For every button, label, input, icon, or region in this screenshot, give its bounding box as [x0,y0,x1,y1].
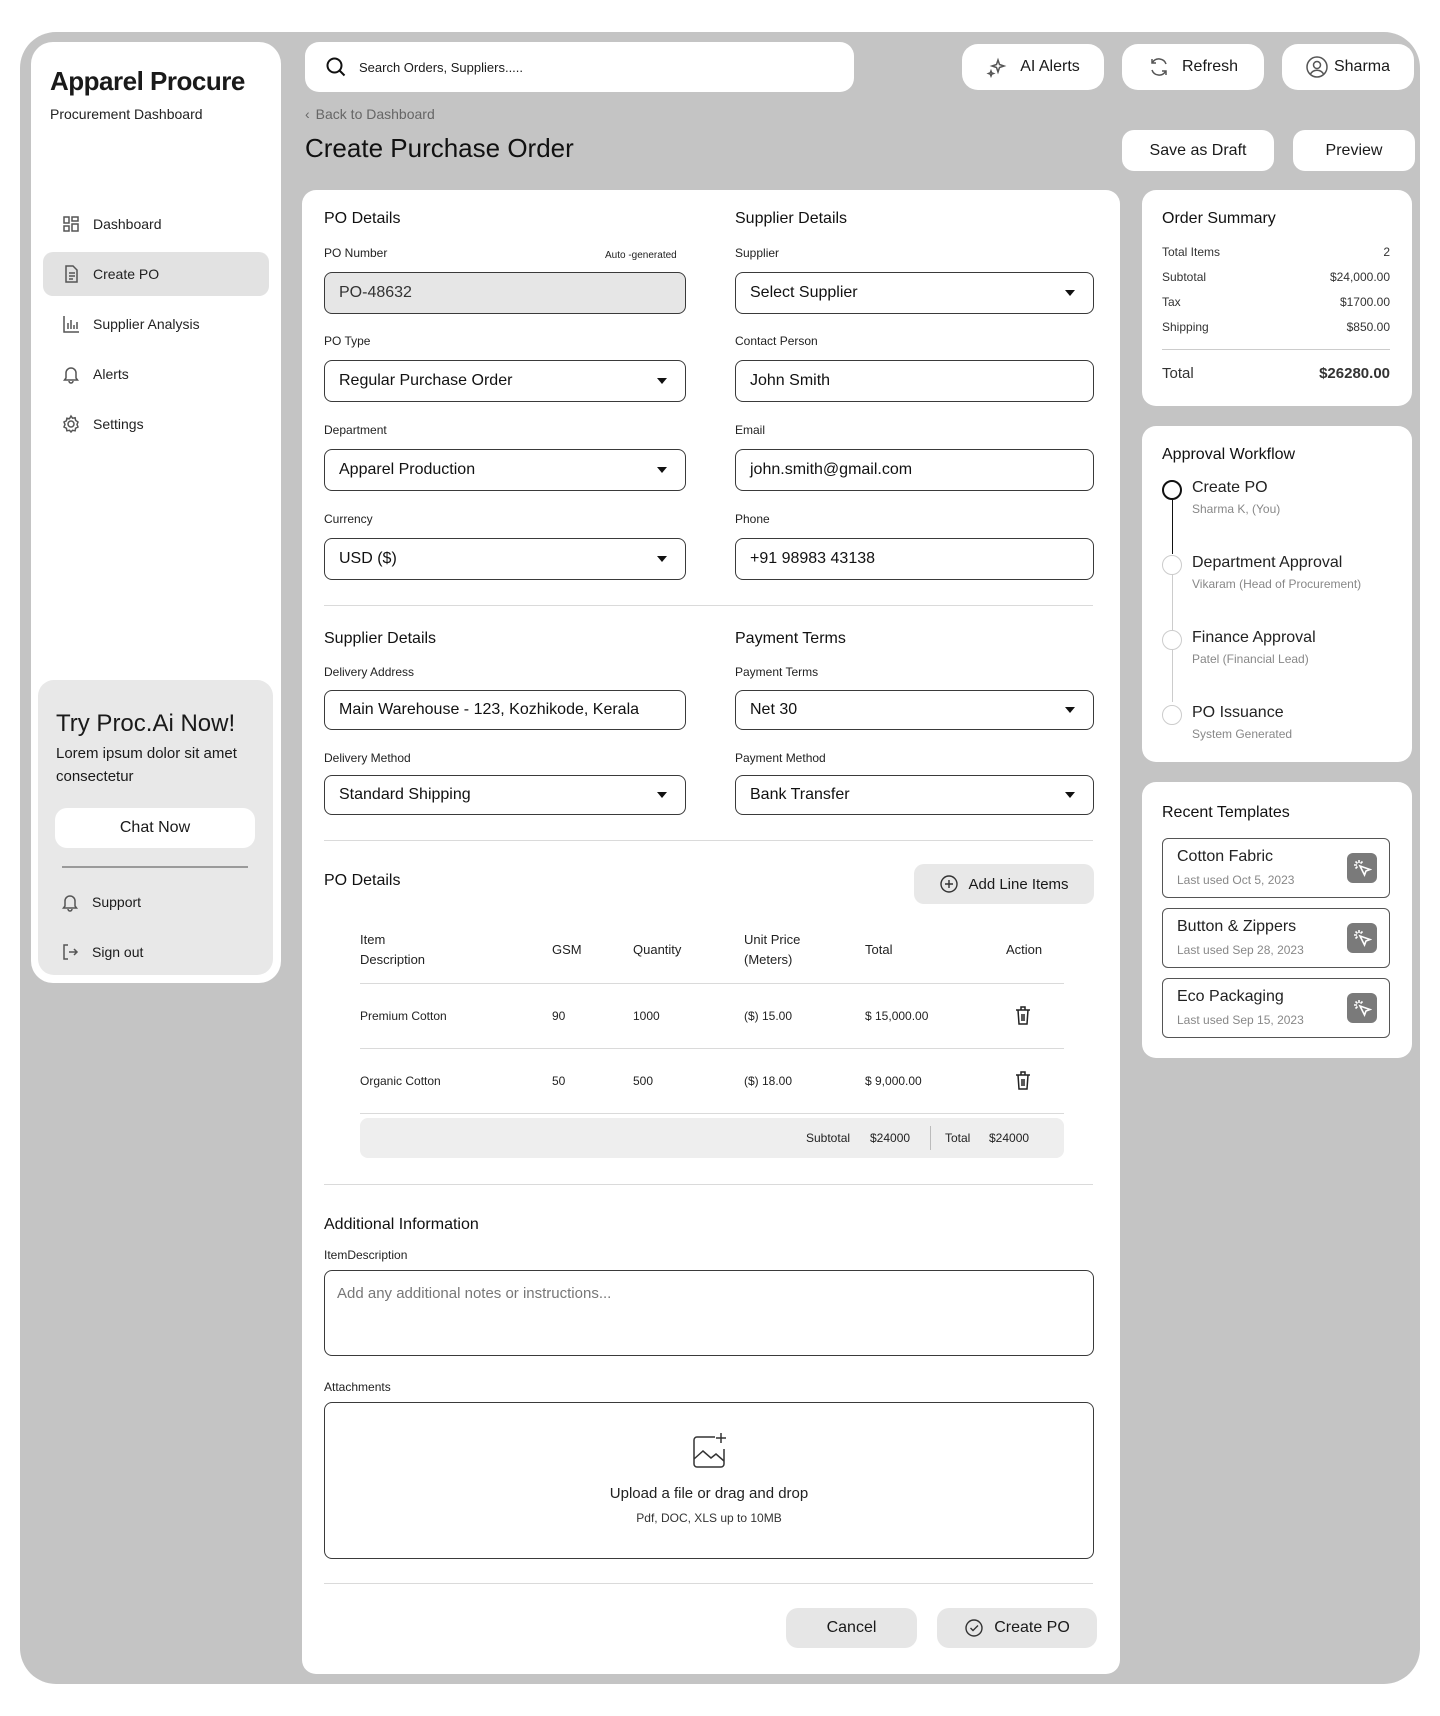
upload-text: Upload a file or drag and drop [609,1485,809,1502]
cancel-button[interactable]: Cancel [786,1608,917,1648]
sign-out-icon [60,942,80,962]
sidebar-item-settings[interactable] [43,402,269,446]
workflow-title: Approval Workflow [1162,446,1296,463]
chat-now-button[interactable]: Chat Now [55,808,255,848]
workflow-step-title: Finance Approval [1192,629,1316,646]
divider [324,1583,1093,1584]
workflow-step-marker [1162,480,1182,500]
sidebar-item-label: Alerts [93,366,129,382]
summary-label: Tax [1162,295,1181,309]
order-summary-title: Order Summary [1162,210,1276,227]
template-name: Cotton Fabric [1177,848,1274,865]
col-header-gsm: GSM [552,942,582,957]
col-header-item-line2: Description [360,952,426,967]
upload-hint: Pdf, DOC, XLS up to 10MB [636,1511,782,1525]
sidebar-item-label: Supplier Analysis [93,316,200,332]
supplier-value: Select Supplier [750,284,858,301]
ai-alerts-label: AI Alerts [1020,58,1080,75]
col-header-price-line2: (Meters) [744,952,793,967]
workflow-step-sub: System Generated [1192,727,1293,741]
summary-label: Total Items [1162,245,1221,259]
cell-description: Premium Cotton [360,1009,447,1023]
delivery-address-input[interactable]: Main Warehouse - 123, Kozhikode, Kerala [324,690,686,730]
po-type-value: Regular Purchase Order [339,372,513,389]
department-select[interactable] [324,449,686,491]
summary-value: $850.00 [1346,320,1390,334]
approval-workflow-card [1142,426,1412,762]
total-label: Total [945,1131,971,1145]
po-type-select[interactable] [324,360,686,402]
document-icon [61,264,81,284]
brand-logo: Apparel Procure [50,66,245,96]
chevron-left-icon: ‹ [305,106,310,122]
cell-quantity: 1000 [633,1009,660,1023]
additional-info-title: Additional Information [324,1216,479,1233]
sidebar-item-label: Create PO [93,266,160,282]
order-summary-card [1142,190,1412,406]
workflow-connector [1172,494,1173,554]
template-date: Last used Sep 28, 2023 [1177,943,1304,957]
caret-down-icon [1065,290,1075,296]
template-date: Last used Oct 5, 2023 [1177,873,1295,887]
trash-icon[interactable] [1012,1004,1034,1026]
grid-icon [61,214,81,234]
sidebar-item-alerts[interactable] [43,352,269,396]
bell-icon [60,892,80,912]
refresh-label: Refresh [1181,58,1239,75]
user-name: Sharma [1333,58,1391,75]
workflow-step-title: PO Issuance [1192,704,1284,721]
search-input[interactable] [305,42,854,92]
payment-terms-title: Payment Terms [735,630,846,647]
workflow-step-sub: Vikaram (Head of Procurement) [1192,577,1362,591]
add-line-items-button[interactable] [914,864,1094,904]
support-link[interactable] [60,892,141,912]
cell-gsm: 50 [552,1074,566,1088]
trash-icon[interactable] [1012,1069,1034,1091]
divider [360,983,1064,984]
template-item[interactable] [1162,978,1390,1038]
workflow-step-marker [1162,705,1182,725]
currency-label: Currency [324,512,373,526]
summary-row [1162,245,1390,259]
sidebar [31,42,281,983]
col-header-item [360,930,425,970]
support-label: Support [92,894,142,910]
workflow-step-marker [1162,630,1182,650]
po-form [302,190,1120,1674]
divider [324,840,1093,841]
divider [324,1184,1093,1185]
po-number-field: PO-48632 [324,272,686,314]
ai-alerts-button[interactable] [962,44,1104,90]
col-header-unit-price [744,930,800,970]
total-value: $24000 [989,1131,1030,1145]
cell-total: $ 9,000.00 [865,1074,922,1088]
summary-row [1162,270,1390,284]
divider [360,1113,1064,1114]
workflow-step-title: Department Approval [1192,554,1343,571]
caret-down-icon [657,467,667,473]
summary-value: 2 [1383,245,1390,259]
cell-total: $ 15,000.00 [865,1009,929,1023]
plus-circle-icon [939,874,959,894]
summary-row [1162,295,1390,309]
payment-terms-value: Net 30 [750,701,798,718]
cell-gsm: 90 [552,1009,566,1023]
phone-label: Phone [735,512,770,526]
summary-total-row [1162,365,1390,382]
create-po-label: Create PO [994,1619,1070,1636]
cell-quantity: 500 [633,1074,654,1088]
gear-icon [61,414,81,434]
back-to-dashboard-link[interactable] [305,106,435,122]
file-upload-dropzone[interactable] [324,1402,1094,1559]
bar-chart-icon [61,314,81,334]
po-details-title: PO Details [324,210,401,227]
bell-icon [61,364,81,384]
divider [62,866,248,868]
caret-down-icon [657,556,667,562]
template-item[interactable] [1162,908,1390,968]
divider [360,1048,1064,1049]
delivery-method-label: Delivery Method [324,751,411,765]
brand-subtitle: Procurement Dashboard [50,106,203,122]
delivery-method-select[interactable] [324,775,686,815]
department-label: Department [324,423,387,437]
search-icon [325,56,347,78]
contact-label: Contact Person [735,334,818,348]
sidebar-item-label: Settings [93,416,144,432]
divider [324,605,1093,606]
template-name: Button & Zippers [1177,918,1297,935]
payment-method-select[interactable] [735,775,1094,815]
apply-template-icon[interactable] [1347,853,1377,883]
refresh-icon [1148,56,1170,78]
sign-out-link[interactable] [60,942,143,962]
promo-text: Lorem ipsum dolor sit amet consectetur [56,745,237,785]
sidebar-item-dashboard[interactable] [43,202,269,246]
workflow-step-marker [1162,555,1182,575]
preview-button[interactable]: Preview [1293,130,1415,171]
delivery-method-value: Standard Shipping [339,786,471,803]
templates-title: Recent Templates [1162,804,1290,821]
phone-field[interactable]: +91 98983 43138 [735,538,1094,580]
contact-person-input[interactable]: John Smith [735,360,1094,402]
po-type-label: PO Type [324,334,371,348]
page-title: Create Purchase Order [305,133,574,163]
workflow-step-sub: Patel (Financial Lead) [1192,652,1309,666]
po-number-label: PO Number [324,246,388,260]
delivery-address-label: Delivery Address [324,665,415,679]
cell-unit-price: ($) 15.00 [744,1009,793,1023]
create-po-button[interactable] [937,1608,1097,1648]
department-value: Apparel Production [339,461,476,478]
template-name: Eco Packaging [1177,988,1284,1005]
subtotal-value: $24000 [870,1131,911,1145]
avatar-icon [1306,56,1328,78]
add-line-items-label: Add Line Items [968,875,1069,893]
user-menu-button[interactable] [1282,44,1414,90]
summary-label: Shipping [1162,320,1209,334]
divider [1162,349,1390,350]
sidebar-item-create-po[interactable] [43,252,269,296]
caret-down-icon [657,378,667,384]
recent-templates-card [1142,782,1412,1058]
caret-down-icon [1065,707,1075,713]
summary-label: Subtotal [1162,270,1207,284]
sidebar-item-supplier-analysis[interactable] [43,302,269,346]
search-placeholder: Search Orders, Suppliers..... [359,59,524,75]
apply-template-icon[interactable] [1347,923,1377,953]
payment-method-label: Payment Method [735,751,826,765]
check-circle-icon [964,1618,984,1638]
sparkle-icon [986,56,1008,78]
summary-total-value: $26280.00 [1319,365,1390,382]
col-header-total: Total [865,942,893,957]
line-items-title: PO Details [324,872,401,889]
image-upload-icon [689,1431,731,1473]
sign-out-label: Sign out [92,944,144,960]
col-header-price-line1: Unit Price [744,932,801,947]
currency-select[interactable] [324,538,686,580]
caret-down-icon [1065,792,1075,798]
currency-value: USD ($) [339,550,397,567]
subtotal-label: Subtotal [806,1131,851,1145]
cell-unit-price: ($) 18.00 [744,1074,793,1088]
col-header-quantity: Quantity [633,942,682,957]
summary-total-label: Total [1162,365,1194,382]
auto-generated-note: Auto -generated [605,250,677,261]
back-label: Back to Dashboard [315,106,435,122]
email-field[interactable]: john.smith@gmail.com [735,449,1094,491]
delivery-title: Supplier Details [324,630,437,647]
payment-method-value: Bank Transfer [750,786,850,803]
refresh-button[interactable] [1122,44,1264,90]
template-item[interactable] [1162,838,1390,898]
caret-down-icon [657,792,667,798]
sidebar-nav [43,202,269,452]
summary-value: $24,000.00 [1329,270,1390,284]
supplier-label: Supplier [735,246,780,260]
col-header-item-line1: Item [360,932,386,947]
save-draft-button[interactable]: Save as Draft [1122,130,1274,171]
subtotal-bar [360,1118,1064,1158]
notes-textarea[interactable]: Add any additional notes or instructions... [324,1270,1094,1356]
cell-description: Organic Cotton [360,1074,441,1088]
item-description-label: ItemDescription [324,1248,408,1262]
summary-value: $1700.00 [1339,295,1390,309]
divider [930,1126,931,1150]
sidebar-item-label: Dashboard [93,216,162,232]
col-header-action: Action [1006,942,1043,957]
workflow-step-title: Create PO [1192,479,1268,496]
email-label: Email [735,423,766,437]
supplier-details-title: Supplier Details [735,210,848,227]
supplier-select[interactable] [735,272,1094,314]
payment-terms-select[interactable] [735,690,1094,730]
summary-row [1162,320,1390,334]
attachments-label: Attachments [324,1380,391,1394]
template-date: Last used Sep 15, 2023 [1177,1013,1304,1027]
apply-template-icon[interactable] [1347,993,1377,1023]
promo-card [38,680,273,975]
workflow-step-sub: Sharma K, (You) [1192,502,1281,516]
payment-terms-label: Payment Terms [735,665,819,679]
promo-title: Try Proc.Ai Now! [56,710,236,737]
